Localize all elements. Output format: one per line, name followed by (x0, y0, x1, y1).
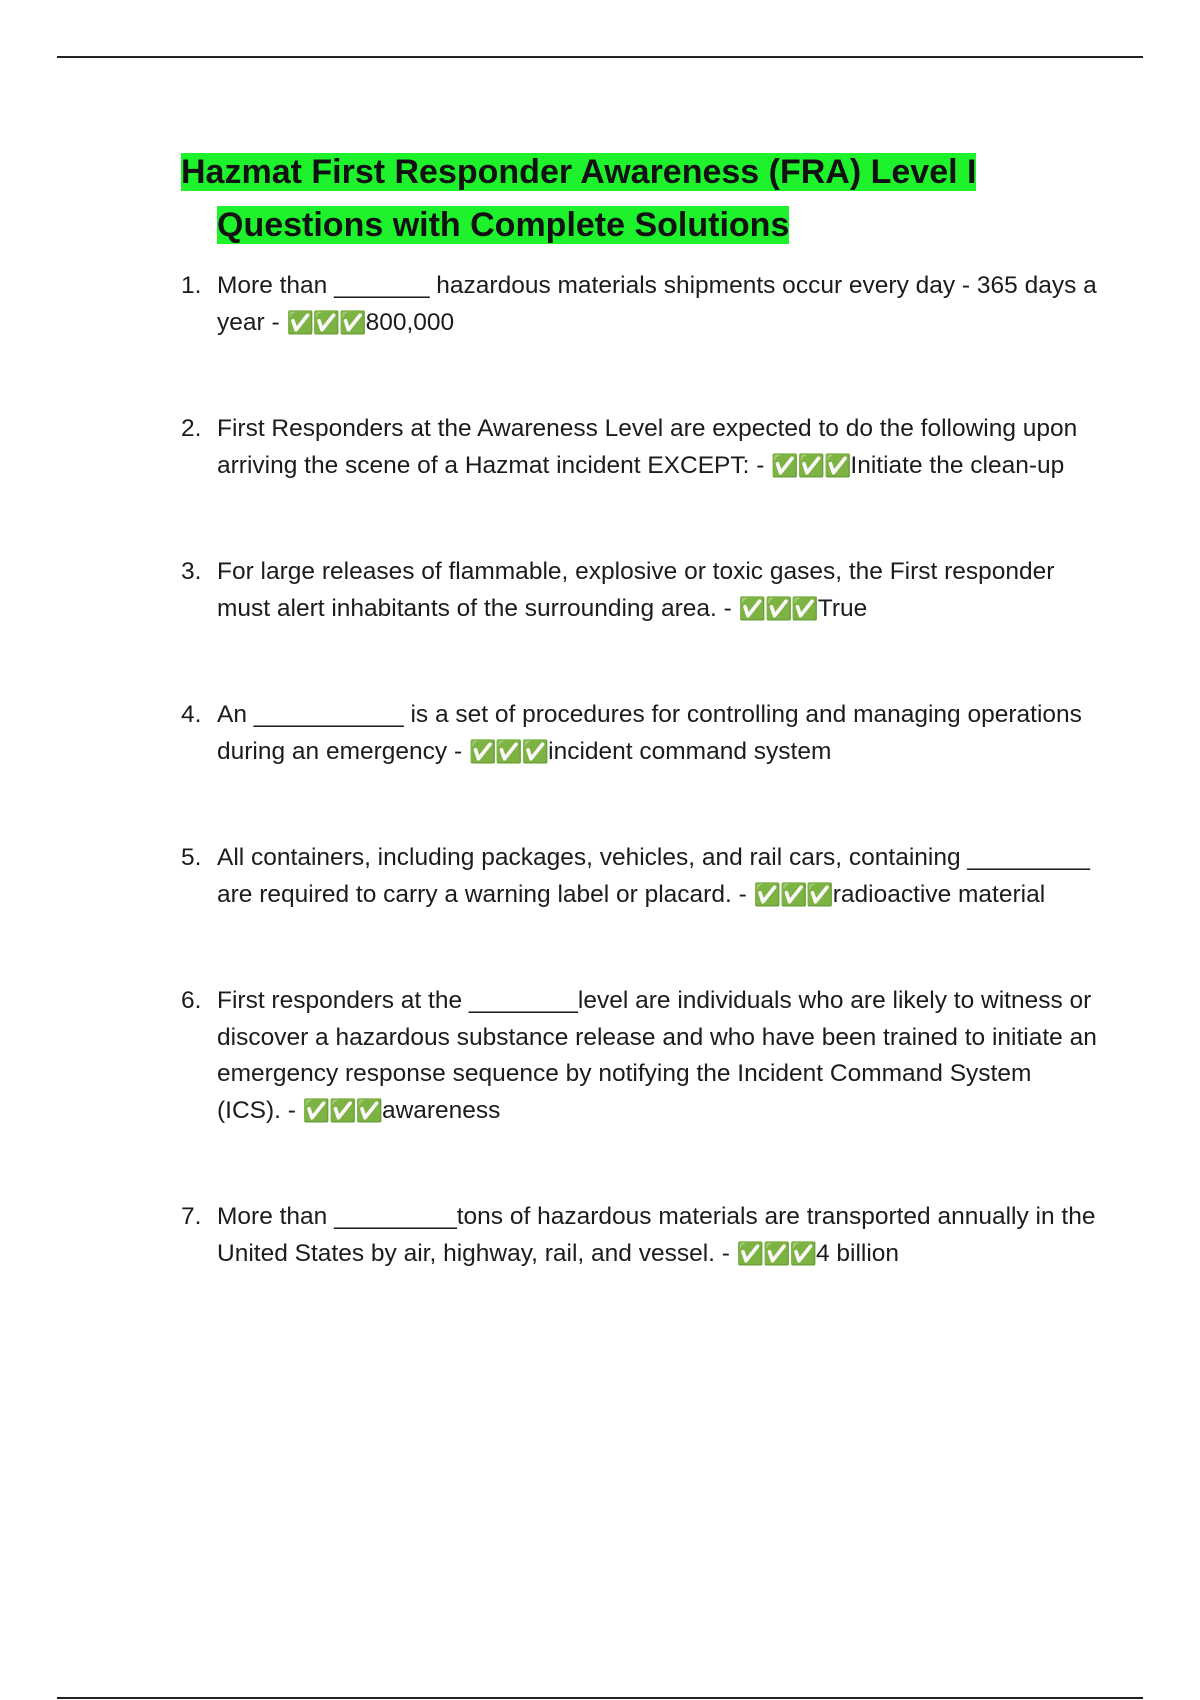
answer-text: Initiate the clean-up (850, 451, 1065, 479)
check-icons: ✅✅✅ (753, 881, 833, 907)
answer-text: 800,000 (365, 308, 455, 336)
answer-text: incident command system (548, 737, 832, 765)
question-list (181, 268, 1101, 1272)
question-text: First Responders at the Awareness Level are expected to do the following upon arriving the scene of a Hazmat incident EXCEPT: - ✅✅✅Initiate the clean-up (217, 415, 1078, 479)
question-text: For large releases of flammable, explosive or toxic gases, the First responder must alert inhabitants of the surrounding area. - ✅✅✅True (217, 558, 1055, 622)
question-number: 3. (181, 558, 202, 585)
question-text: An ___________ is a set of procedures for controlling and managing operations during an emergency - ✅✅✅incident command system (217, 701, 1082, 765)
question-number: 7. (181, 1203, 202, 1230)
question-text: More than _______ hazardous materials shipments occur every day - 365 days a year - ✅✅✅800,000 (217, 272, 1097, 336)
question-number: 6. (181, 987, 202, 1014)
question-number: 4. (181, 701, 202, 728)
list-item (181, 697, 1101, 770)
check-icons: ✅✅✅ (302, 1097, 382, 1123)
bottom-rule (57, 1697, 1143, 1699)
list-item (181, 1199, 1101, 1272)
top-rule (57, 56, 1143, 58)
document-body (181, 146, 1101, 1272)
document-title: Hazmat First Responder Awareness (FRA) Level I Questions with Complete Solutions (181, 153, 977, 244)
check-icons: ✅✅✅ (286, 309, 366, 335)
list-item (181, 554, 1101, 627)
question-text: All containers, including packages, vehicles, and rail cars, containing _________ are required to carry a warning label or placard. - ✅✅✅radioactive material (217, 844, 1091, 908)
question-number: 2. (181, 415, 202, 442)
answer-text: awareness (381, 1096, 501, 1124)
list-item (181, 411, 1101, 484)
answer-text: radioactive material (832, 880, 1046, 908)
list-item (181, 983, 1101, 1129)
check-icons: ✅✅✅ (771, 452, 851, 478)
question-number: 1. (181, 272, 202, 299)
question-text: First responders at the ________level are individuals who are likely to witness or discover a hazardous substance release and who have been trained to initiate an emergency response sequence by notifying the Incident Command System (ICS). - ✅✅✅awareness (217, 987, 1097, 1124)
answer-text: 4 billion (815, 1239, 900, 1267)
list-item (181, 840, 1101, 913)
check-icons: ✅✅✅ (738, 595, 818, 621)
list-item (181, 268, 1101, 341)
answer-text: True (817, 594, 868, 622)
check-icons: ✅✅✅ (736, 1240, 816, 1266)
check-icons: ✅✅✅ (468, 738, 549, 764)
question-number: 5. (181, 844, 202, 871)
question-text: More than _________tons of hazardous materials are transported annually in the United States by air, highway, rail, and vessel. - ✅✅✅4 billion (217, 1203, 1096, 1267)
